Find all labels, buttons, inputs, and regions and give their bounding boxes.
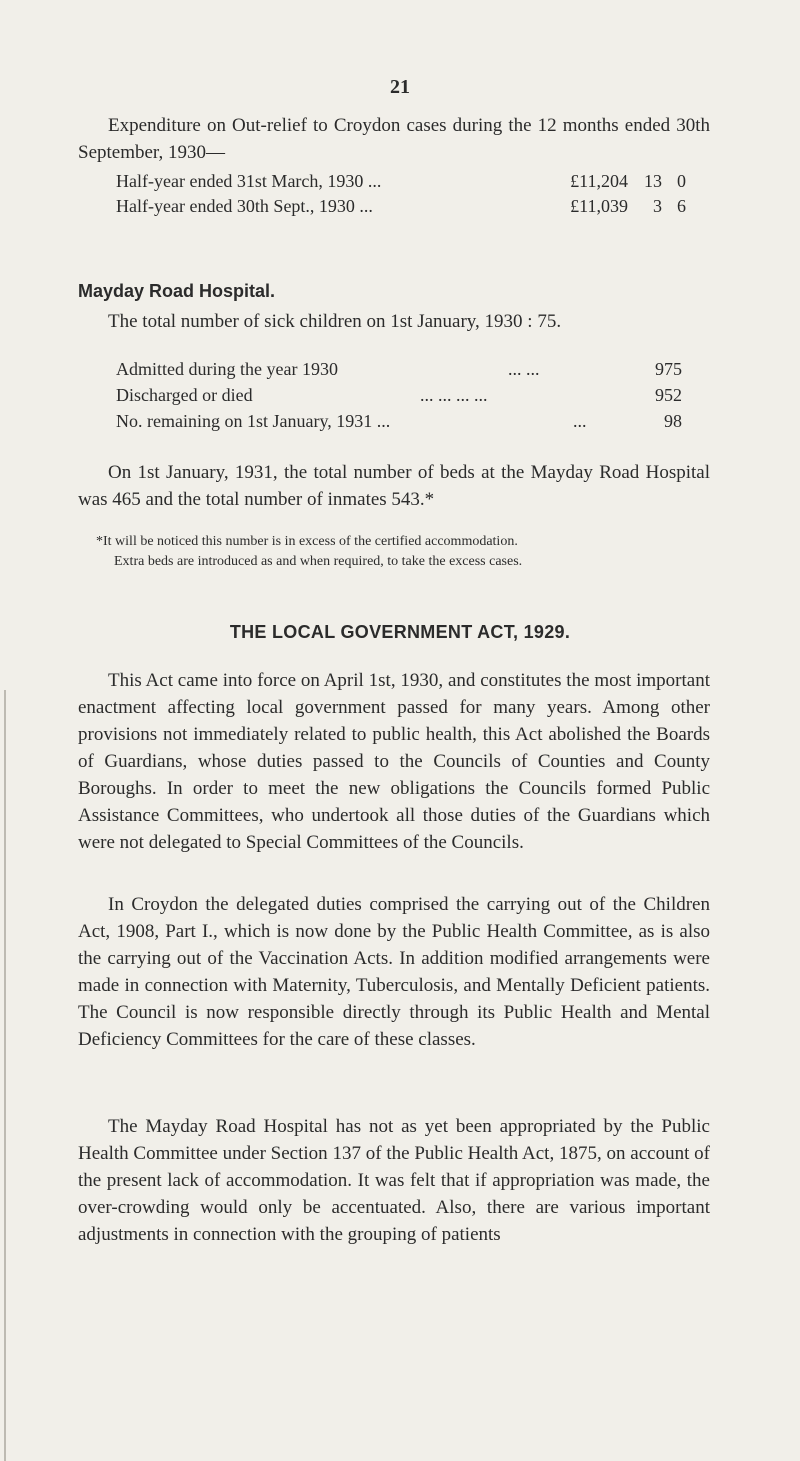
- lga-heading: THE LOCAL GOVERNMENT ACT, 1929.: [229, 622, 571, 642]
- page-number: 21: [390, 76, 410, 98]
- footnote-line-1: *It will be noticed this number is in excess of the certified accommodation.: [96, 534, 518, 549]
- expenditure-intro-text: Expenditure on Out-relief to Croydon cases during the 12 months ended 30th September, 1930—: [78, 115, 710, 163]
- mayday-total-line: [78, 308, 710, 335]
- mayday-row-label: Admitted during the year 1930: [116, 359, 338, 379]
- expenditure-row-label: Half-year ended 30th Sept., 1930 ...: [116, 196, 373, 216]
- mayday-total-line-text: The total number of sick children on 1st January, 1930 : 75.: [108, 311, 562, 332]
- expenditure-pence: 0: [677, 171, 686, 191]
- lga-paragraph-3: The Mayday Road Hospital has not as yet been appropriated by the Public Health Committee under Section 137 of the Public Health Act, 1875, on account of the present lack of accommodation. It was felt that if appropriation was made, the over-crowding would only be accentuated. Also, there are various important adjustments in connection with the grouping of patients: [78, 1116, 710, 1245]
- mayday-beds-paragraph: On 1st January, 1931, the total number of beds at the Mayday Road Hospital was 465 and the total number of inmates 543.*: [78, 462, 710, 510]
- footnote: [96, 532, 716, 572]
- expenditure-pence: 6: [677, 196, 686, 216]
- mayday-row-label: No. remaining on 1st January, 1931 ...: [116, 411, 391, 431]
- expenditure-pounds: £11,039: [570, 196, 628, 216]
- scan-edge-line: [4, 690, 6, 1461]
- mayday-row-dots: ... ...: [508, 359, 540, 379]
- lga-paragraph-2: In Croydon the delegated duties comprised the carrying out of the Children Act, 1908, Part I., which is now done by the Public Health Committee, as is also the carrying out of the Vaccination Acts. In addition modified arrangements were made in connection with Maternity, Tuberculosis, and Mentally Deficient patients. The Council is now responsible directly through its Public Health and Mental Deficiency Committees for the care of these classes.: [78, 894, 710, 1050]
- mayday-row-value: 952: [655, 385, 682, 405]
- expenditure-shillings: 13: [644, 171, 662, 191]
- expenditure-intro: [78, 112, 710, 166]
- lga-paragraph-1: This Act came into force on April 1st, 1930, and constitutes the most important enactment affecting local government passed for many years. Among other provisions not immediately related to public health, this Act abolished the Boards of Guardians, whose duties passed to the Councils of Counties and County Boroughs. In order to meet the new obligations the Councils formed Public Assistance Committees, who undertook all those duties of the Guardians which were not delegated to Special Committees of the Councils.: [78, 670, 710, 853]
- footnote-line-2: Extra beds are introduced as and when required, to take the excess cases.: [114, 554, 523, 569]
- mayday-row-label: Discharged or died: [116, 385, 253, 405]
- expenditure-pounds: £11,204: [570, 171, 628, 191]
- expenditure-shillings: 3: [653, 196, 662, 216]
- mayday-row-value: 98: [664, 411, 682, 431]
- mayday-row-dots: ...: [573, 411, 587, 431]
- mayday-row-value: 975: [655, 359, 682, 379]
- mayday-row-dots: ... ... ... ...: [420, 385, 488, 405]
- expenditure-row-label: Half-year ended 31st March, 1930 ...: [116, 171, 382, 191]
- mayday-heading: Mayday Road Hospital.: [78, 281, 276, 301]
